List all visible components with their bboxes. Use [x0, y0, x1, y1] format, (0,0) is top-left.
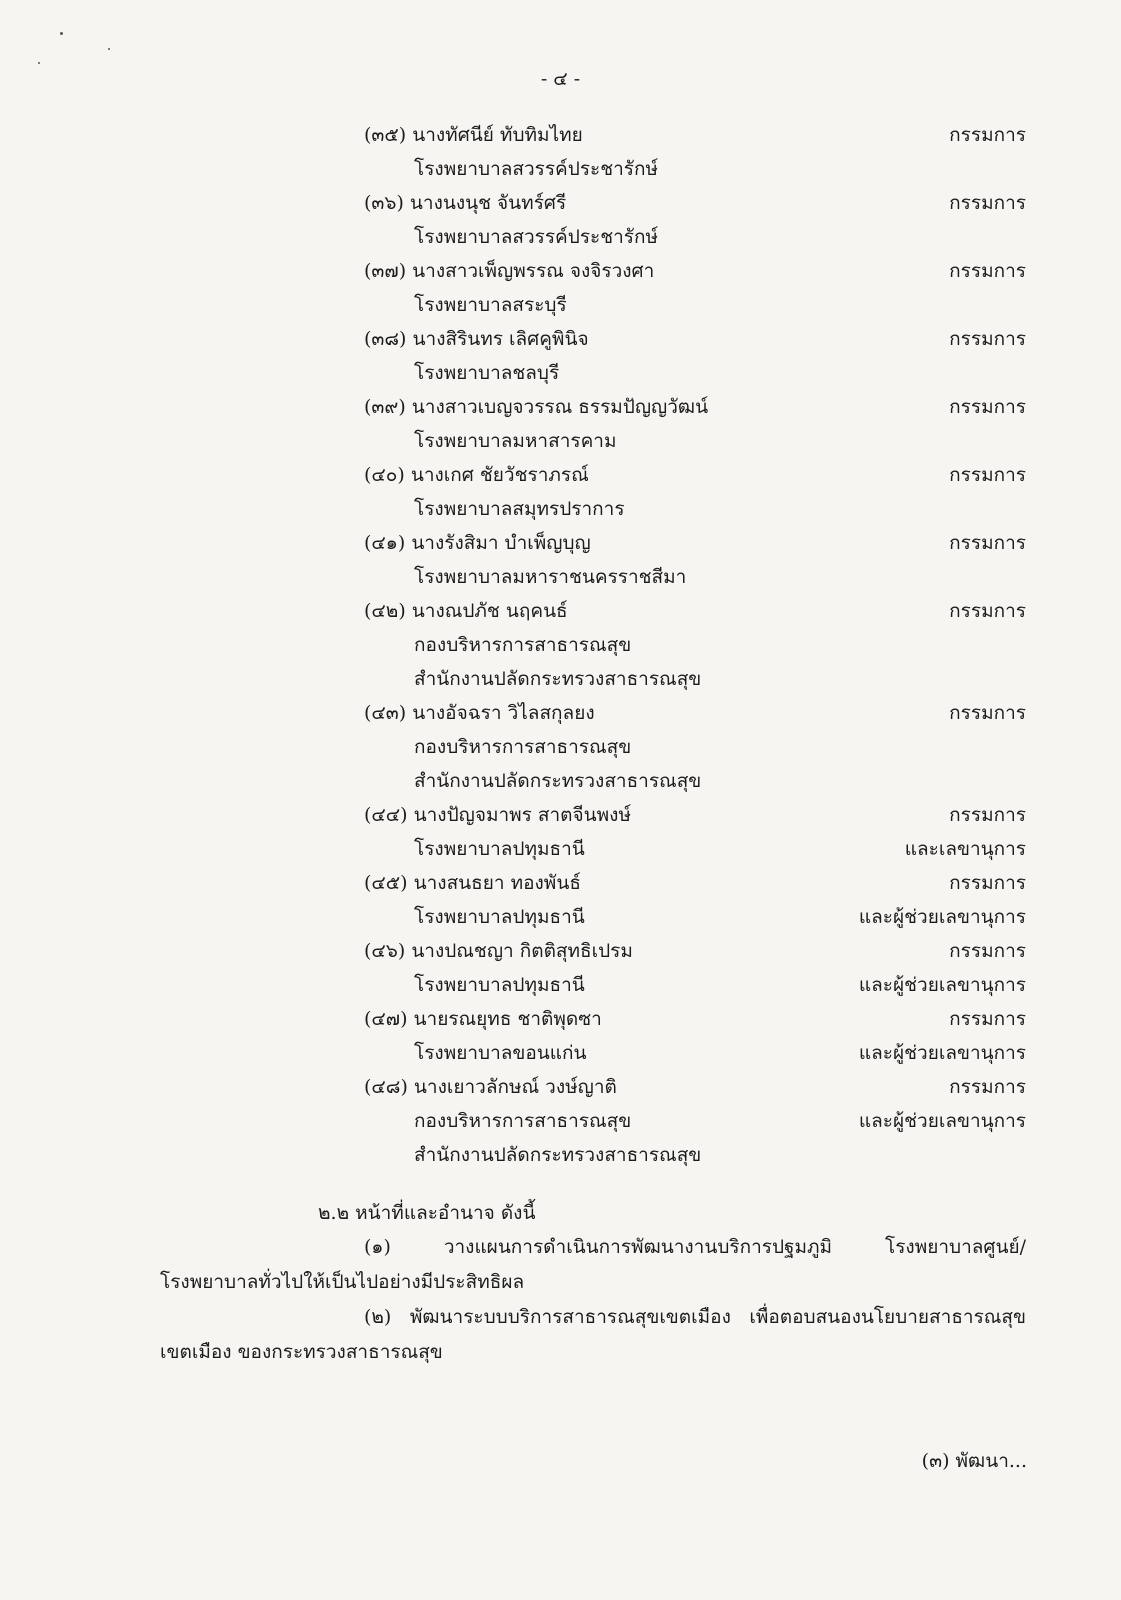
- duty-item: [160, 1300, 1026, 1370]
- member-role: กรรมการ: [949, 804, 1026, 826]
- member-entry: [0, 254, 1121, 322]
- member-number-name: [364, 866, 581, 900]
- member-number: (๔๘): [364, 1076, 408, 1098]
- scan-speck: [108, 48, 110, 50]
- member-line: [0, 492, 1121, 526]
- member-name: นางทัศนีย์ ทับทิมไทย: [412, 124, 583, 146]
- member-number: (๔๐): [364, 464, 405, 486]
- continuation-marker: (๓) พัฒนา...: [921, 1450, 1027, 1472]
- member-line: [0, 560, 1121, 594]
- member-name: นางสาวเพ็ญพรรณ จงจิรวงศา: [412, 260, 655, 282]
- member-affiliation: สำนักงานปลัดกระทรวงสาธารณสุข: [414, 668, 702, 690]
- member-line: [0, 798, 1121, 832]
- member-number-name: [364, 390, 708, 424]
- member-affiliation: กองบริหารการสาธารณสุข: [414, 634, 632, 656]
- member-name: นางอัจฉรา วิไลสกุลยง: [412, 702, 595, 724]
- member-name: นางเยาวลักษณ์ วงษ์ญาติ: [413, 1076, 617, 1098]
- member-role: กรรมการ: [949, 702, 1026, 724]
- member-entry: [0, 798, 1121, 866]
- member-number: (๓๗): [364, 260, 407, 282]
- member-number-name: [364, 118, 583, 152]
- member-line: [0, 152, 1121, 186]
- member-name: นายรณยุทธ ชาติพุดซา: [413, 1008, 602, 1030]
- member-line: [0, 322, 1121, 356]
- member-role: กรรมการ: [949, 532, 1026, 554]
- member-entry: [0, 934, 1121, 1002]
- member-role: กรรมการ: [949, 872, 1026, 894]
- member-role: กรรมการ: [949, 1076, 1026, 1098]
- member-name: นางเกศ ชัยวัชราภรณ์: [410, 464, 589, 486]
- member-line: [0, 594, 1121, 628]
- duty-item-first-line: (๑) วางแผนการดำเนินการพัฒนางานบริการปฐมภูมิ โรงพยาบาลศูนย์/: [364, 1236, 1026, 1258]
- member-entry: [0, 594, 1121, 696]
- member-number: (๔๒): [364, 600, 406, 622]
- member-entry: [0, 1002, 1121, 1070]
- member-affiliation: โรงพยาบาลสมุทรปราการ: [414, 498, 625, 520]
- member-number: (๔๑): [364, 532, 406, 554]
- member-line: [0, 288, 1121, 322]
- member-line: [0, 866, 1121, 900]
- member-number-name: [364, 1002, 602, 1036]
- member-name: นางสนธยา ทองพันธ์: [413, 872, 581, 894]
- member-affiliation: โรงพยาบาลชลบุรี: [414, 362, 560, 384]
- member-affiliation: โรงพยาบาลปทุมธานี: [414, 906, 585, 928]
- member-entry: [0, 390, 1121, 458]
- member-role: กรรมการ: [949, 1008, 1026, 1030]
- member-number-name: [364, 1070, 617, 1104]
- member-number-name: [364, 696, 595, 730]
- member-name: นางรังสิมา บำเพ็ญบุญ: [411, 532, 591, 554]
- member-number: (๓๘): [364, 328, 407, 350]
- duty-item-first-line: (๒) พัฒนาระบบบริการสาธารณสุขเขตเมือง เพื่อตอบสนองนโยบายสาธารณสุข: [364, 1306, 1026, 1328]
- committee-roster: [0, 118, 1121, 1172]
- member-entry: [0, 1070, 1121, 1172]
- member-line: [0, 968, 1121, 1002]
- member-line: [0, 628, 1121, 662]
- member-number-name: [364, 934, 633, 968]
- member-entry: [0, 322, 1121, 390]
- member-name: นางสิรินทร เลิศคูพินิจ: [412, 328, 589, 350]
- member-role: กรรมการ: [949, 600, 1026, 622]
- member-affiliation: โรงพยาบาลมหาราชนครราชสีมา: [414, 566, 687, 588]
- member-number: (๔๖): [364, 940, 406, 962]
- member-affiliation: โรงพยาบาลสระบุรี: [414, 294, 567, 316]
- member-name: นางปณชญา กิตติสุทธิเปรม: [411, 940, 633, 962]
- member-number: (๔๔): [364, 804, 408, 826]
- member-role: และเลขานุการ: [904, 838, 1026, 860]
- member-number-name: [364, 798, 631, 832]
- member-number-name: [364, 594, 568, 628]
- scan-speck: [60, 32, 63, 35]
- member-line: [0, 390, 1121, 424]
- member-role: และผู้ช่วยเลขานุการ: [858, 1042, 1026, 1064]
- member-affiliation: โรงพยาบาลขอนแก่น: [414, 1042, 587, 1064]
- member-number: (๔๗): [364, 1008, 408, 1030]
- member-role: และผู้ช่วยเลขานุการ: [858, 906, 1026, 928]
- member-role: กรรมการ: [949, 940, 1026, 962]
- member-line: [0, 900, 1121, 934]
- member-role: และผู้ช่วยเลขานุการ: [858, 1110, 1026, 1132]
- member-number: (๔๓): [364, 702, 407, 724]
- member-line: [0, 1002, 1121, 1036]
- member-affiliation: สำนักงานปลัดกระทรวงสาธารณสุข: [414, 770, 702, 792]
- member-line: [0, 526, 1121, 560]
- member-line: [0, 424, 1121, 458]
- member-line: [0, 662, 1121, 696]
- member-affiliation: โรงพยาบาลปทุมธานี: [414, 838, 585, 860]
- member-line: [0, 220, 1121, 254]
- member-entry: [0, 526, 1121, 594]
- member-line: [0, 356, 1121, 390]
- member-line: [0, 118, 1121, 152]
- member-number: (๓๙): [364, 396, 406, 418]
- member-role: กรรมการ: [949, 260, 1026, 282]
- member-affiliation: โรงพยาบาลสวรรค์ประชารักษ์: [414, 226, 659, 248]
- member-number: (๓๕): [364, 124, 407, 146]
- member-number-name: [364, 322, 589, 356]
- member-role: และผู้ช่วยเลขานุการ: [858, 974, 1026, 996]
- member-entry: [0, 118, 1121, 186]
- member-line: [0, 832, 1121, 866]
- member-number: (๔๕): [364, 872, 408, 894]
- member-entry: [0, 186, 1121, 254]
- member-line: [0, 1138, 1121, 1172]
- member-name: นางปัญจมาพร สาตจีนพงษ์: [413, 804, 631, 826]
- member-line: [0, 696, 1121, 730]
- member-name: นางนงนุช จันทร์ศรี: [409, 192, 567, 214]
- member-line: [0, 458, 1121, 492]
- member-line: [0, 1036, 1121, 1070]
- member-role: กรรมการ: [949, 464, 1026, 486]
- member-entry: [0, 458, 1121, 526]
- duty-item-continuation: เขตเมือง ของกระทรวงสาธารณสุข: [160, 1341, 443, 1363]
- member-affiliation: โรงพยาบาลสวรรค์ประชารักษ์: [414, 158, 659, 180]
- member-line: [0, 1104, 1121, 1138]
- member-affiliation: กองบริหารการสาธารณสุข: [414, 736, 632, 758]
- member-affiliation: โรงพยาบาลมหาสารคาม: [414, 430, 617, 452]
- member-role: กรรมการ: [949, 328, 1026, 350]
- member-affiliation: สำนักงานปลัดกระทรวงสาธารณสุข: [414, 1144, 702, 1166]
- page-number: - ๔ -: [540, 68, 581, 90]
- member-number-name: [364, 526, 591, 560]
- duty-item-continuation: โรงพยาบาลทั่วไปให้เป็นไปอย่างมีประสิทธิผล: [160, 1271, 525, 1293]
- duty-item: [160, 1230, 1026, 1300]
- member-name: นางสาวเบญจวรรณ ธรรมปัญญวัฒน์: [411, 396, 709, 418]
- member-line: [0, 764, 1121, 798]
- member-entry: [0, 866, 1121, 934]
- scan-speck: [38, 62, 40, 64]
- member-number-name: [364, 254, 654, 288]
- member-line: [0, 254, 1121, 288]
- member-line: [0, 186, 1121, 220]
- member-line: [0, 730, 1121, 764]
- member-line: [0, 934, 1121, 968]
- member-role: กรรมการ: [949, 396, 1026, 418]
- member-role: กรรมการ: [949, 124, 1026, 146]
- member-name: นางณปภัช นฤคนธ์: [411, 600, 568, 622]
- duties-heading: ๒.๒ หน้าที่และอำนาจ ดังนี้: [318, 1202, 536, 1224]
- member-affiliation: โรงพยาบาลปทุมธานี: [414, 974, 585, 996]
- member-number-name: [364, 186, 566, 220]
- member-affiliation: กองบริหารการสาธารณสุข: [414, 1110, 632, 1132]
- member-role: กรรมการ: [949, 192, 1026, 214]
- member-entry: [0, 696, 1121, 798]
- member-line: [0, 1070, 1121, 1104]
- member-number-name: [364, 458, 589, 492]
- member-number: (๓๖): [364, 192, 404, 214]
